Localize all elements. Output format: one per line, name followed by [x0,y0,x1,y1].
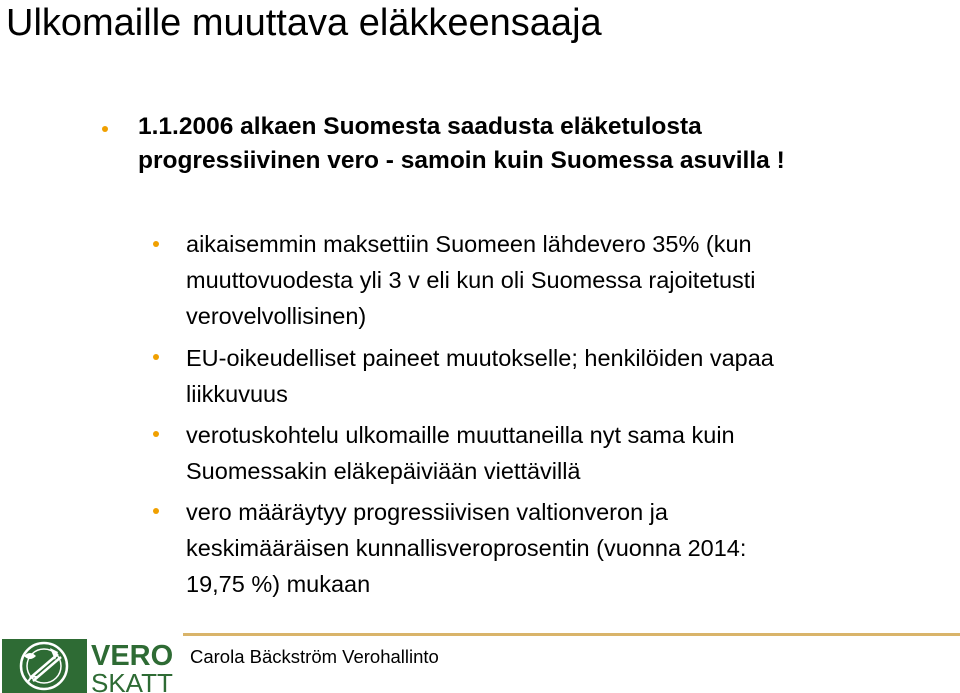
bullet-dot [153,354,159,360]
sub-bullet-line: verovelvollisinen) [186,303,367,329]
sub-bullet-line: liikkuvuus [186,381,288,407]
main-bullet-line: 1.1.2006 alkaen Suomesta saadusta eläketulosta [138,113,702,140]
sub-bullet-3 [186,417,735,489]
sub-bullet-line: keskimääräisen kunnallisveroprosentin (vuonna 2014: [186,535,747,561]
seal-emblem-icon [2,639,87,693]
vero-skatt-logo [0,638,176,693]
sub-bullet-line: EU-oikeudelliset paineet muutokselle; henkilöiden vapaa [186,345,774,371]
main-bullet-line: progressiivinen vero - samoin kuin Suomessa asuvilla ! [138,147,785,174]
sub-bullet-4 [186,494,746,602]
logo-text-vero: VERO [91,640,174,672]
sub-bullet-line: 19,75 %) mukaan [186,571,371,597]
sub-bullet-line: Suomessakin eläkepäiviään viettävillä [186,458,581,484]
sub-bullet-line: vero määräytyy progressiivisen valtionveron ja [186,499,668,525]
bullet-dot [153,431,159,437]
main-bullet-text [138,110,785,178]
bullet-dot [153,508,159,514]
footer-author: Carola Bäckström Verohallinto [190,646,439,667]
slide-title: Ulkomaille muuttava eläkkeensaaja [6,2,602,44]
sub-bullet-1 [186,226,756,334]
bullet-dot [153,241,159,247]
sub-bullet-line: muuttovuodesta yli 3 v eli kun oli Suomessa rajoitetusti [186,267,756,293]
footer-rule [183,633,960,636]
bullet-dot [102,126,108,132]
sub-bullet-line: aikaisemmin maksettiin Suomeen lähdevero 35% (kun [186,231,752,257]
sub-bullet-line: verotuskohtelu ulkomaille muuttaneilla nyt sama kuin [186,422,735,448]
sub-bullet-2 [186,340,774,412]
logo-text-skatt: SKATT [91,668,173,693]
